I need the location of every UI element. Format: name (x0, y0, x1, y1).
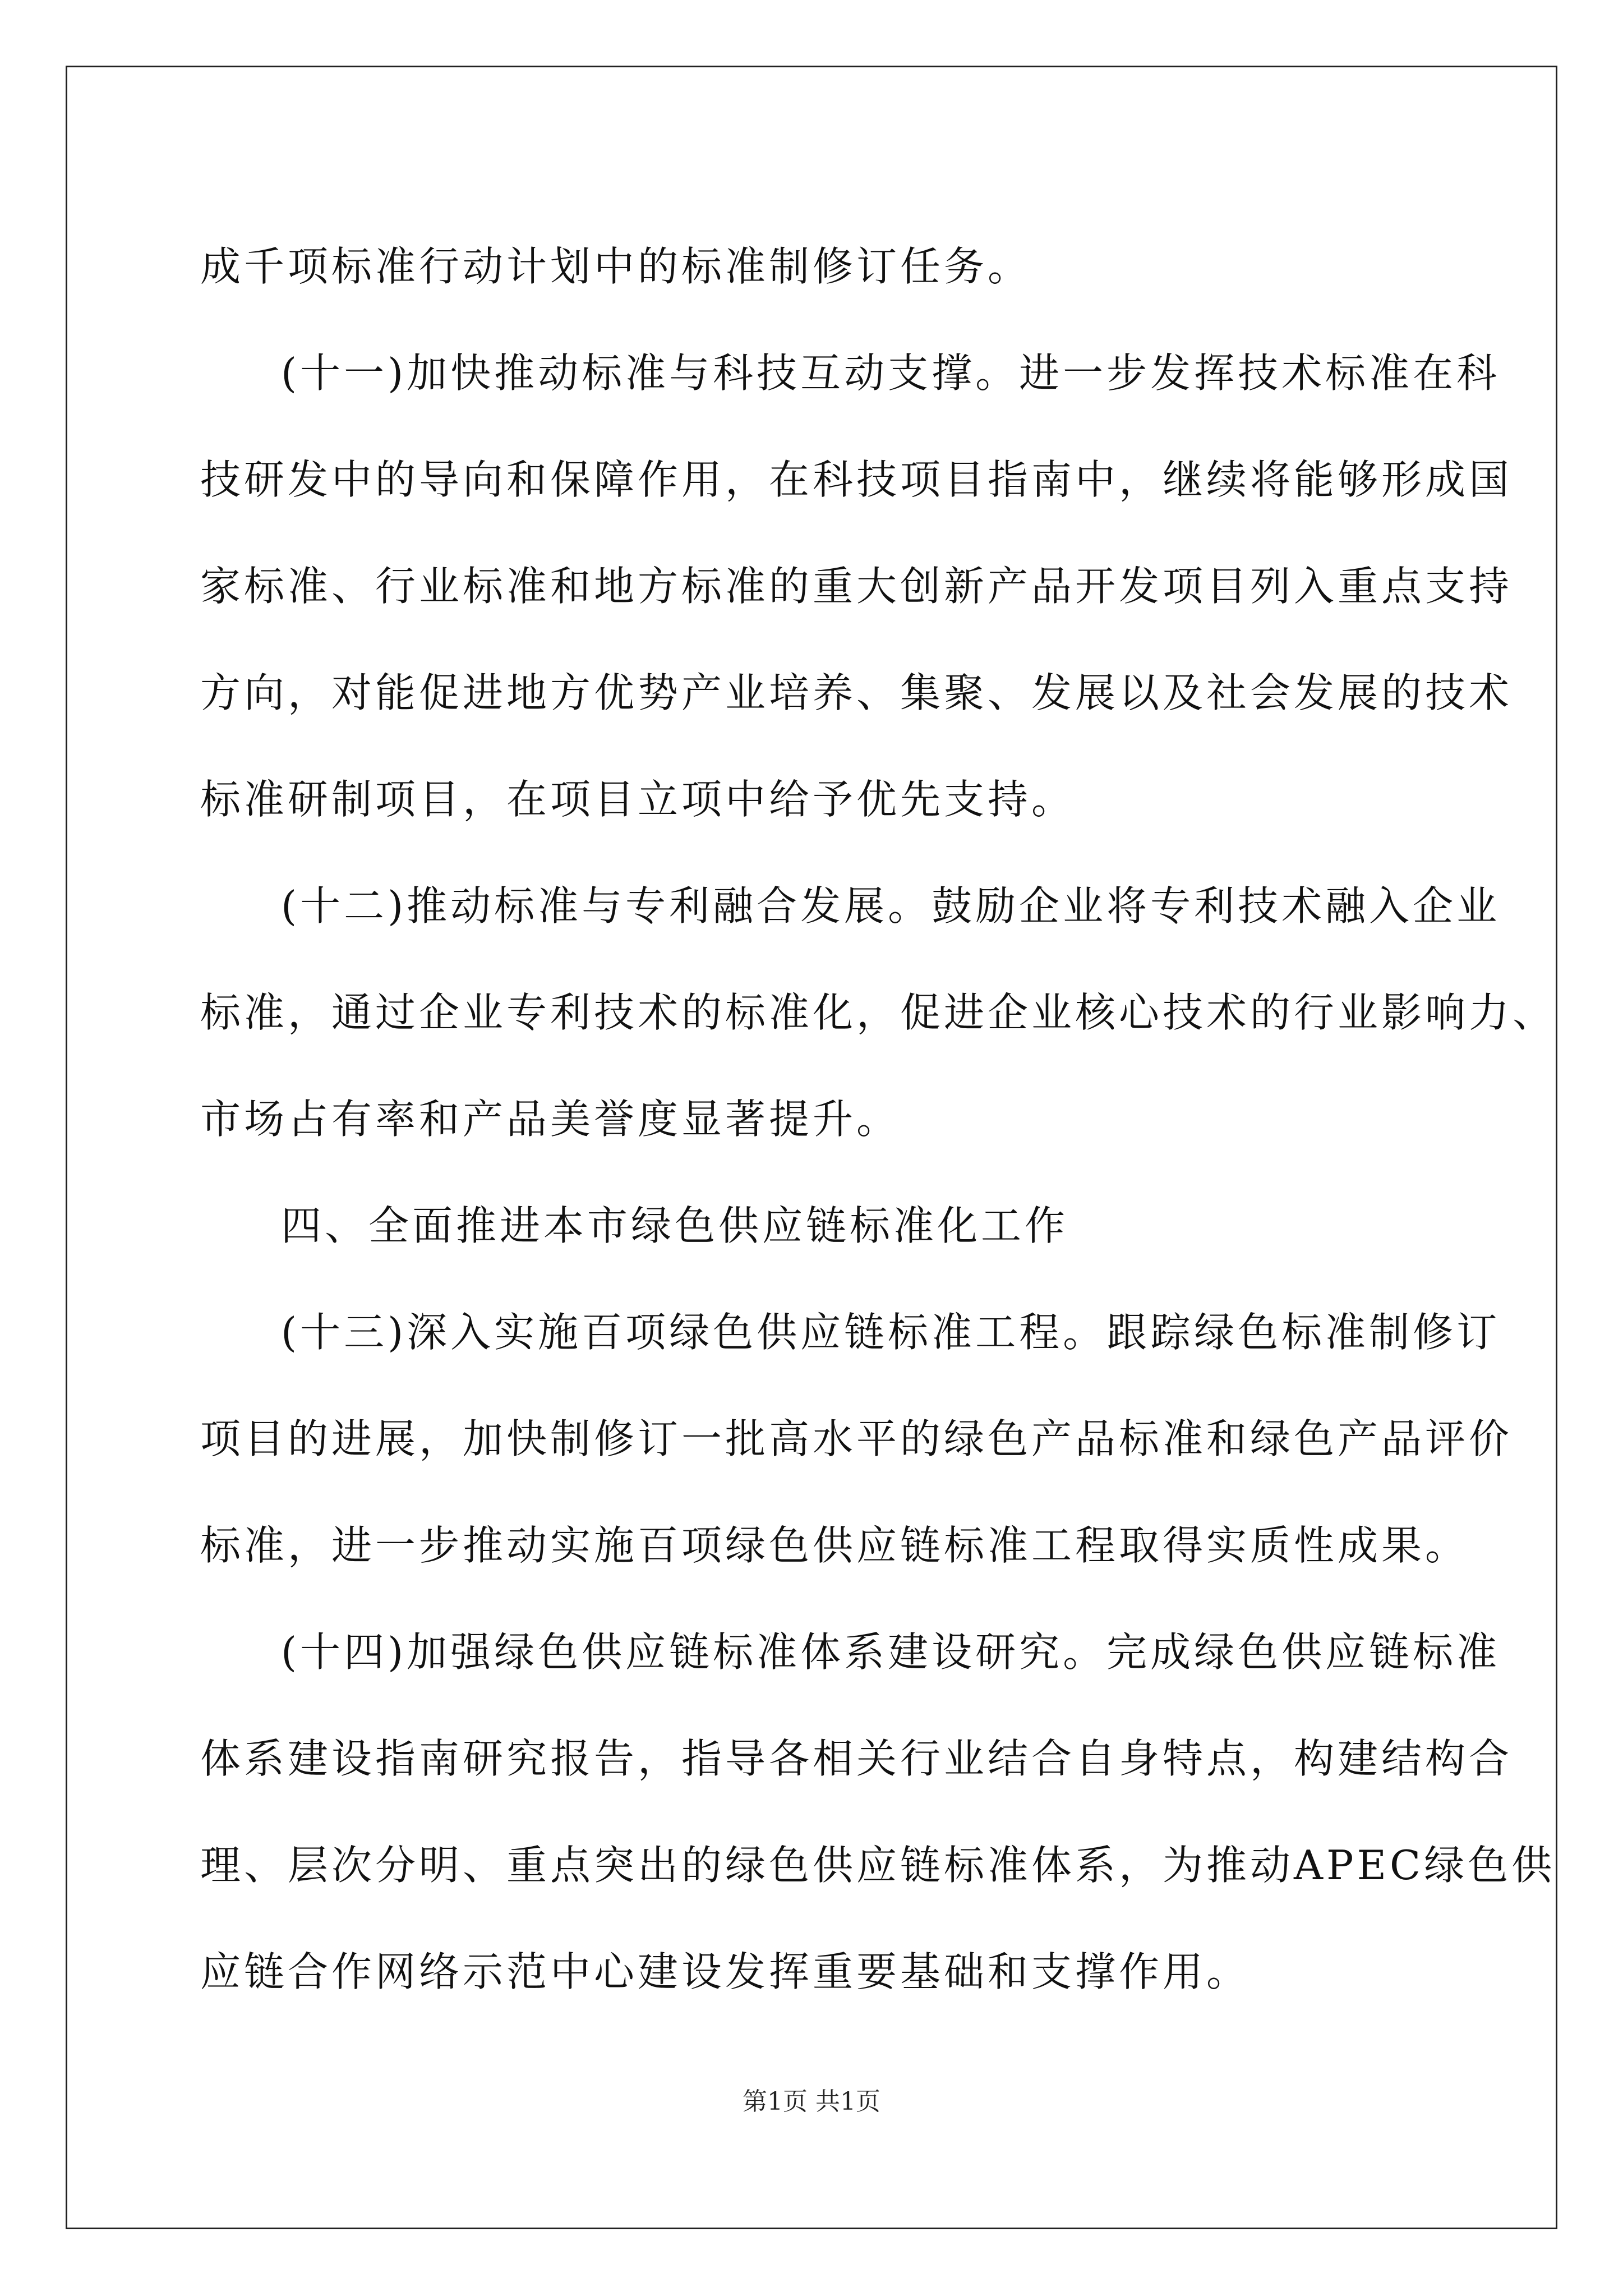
text-line: 项目的进展，加快制修订一批高水平的绿色产品标准和绿色产品评价 (200, 1415, 1513, 1462)
text-line: (十二)推动标准与专利融合发展。鼓励企业将专利技术融入企业 (281, 882, 1501, 930)
text-line: 市场占有率和产品美誉度显著提升。 (200, 1096, 901, 1143)
text-line: 标准研制项目，在项目立项中给予优先支持。 (200, 776, 1076, 823)
text-line: (十四)加强绿色供应链标准体系建设研究。完成绿色供应链标准 (281, 1628, 1501, 1676)
text-line: 技研发中的导向和保障作用，在科技项目指南中，继续将能够形成国 (200, 456, 1513, 503)
document-body (200, 213, 1557, 2025)
page-footer: 第1页 共1页 (743, 2087, 880, 2116)
text-line: 标准，通过企业专利技术的标准化，促进企业核心技术的行业影响力、 (200, 989, 1557, 1036)
text-line: (十一)加快推动标准与科技互动支撑。进一步发挥技术标准在科 (281, 349, 1501, 397)
text-line: 标准，进一步推动实施百项绿色供应链标准工程取得实质性成果。 (200, 1522, 1469, 1569)
text-line: 体系建设指南研究报告，指导各相关行业结合自身特点，构建结构合 (200, 1735, 1513, 1782)
text-line: 方向，对能促进地方优势产业培养、集聚、发展以及社会发展的技术 (200, 669, 1513, 716)
text-line: (十三)深入实施百项绿色供应链标准工程。跟踪绿色标准制修订 (281, 1309, 1501, 1356)
text-line: 家标准、行业标准和地方标准的重大创新产品开发项目列入重点支持 (200, 563, 1513, 610)
section-heading: 四、全面推进本市绿色供应链标准化工作 (281, 1202, 1069, 1249)
text-line: 应链合作网络示范中心建设发挥重要基础和支撑作用。 (200, 1948, 1251, 1995)
text-line: 理、层次分明、重点突出的绿色供应链标准体系，为推动APEC绿色供 (200, 1842, 1556, 1889)
text-line: 成千项标准行动计划中的标准制修订任务。 (200, 243, 1032, 290)
